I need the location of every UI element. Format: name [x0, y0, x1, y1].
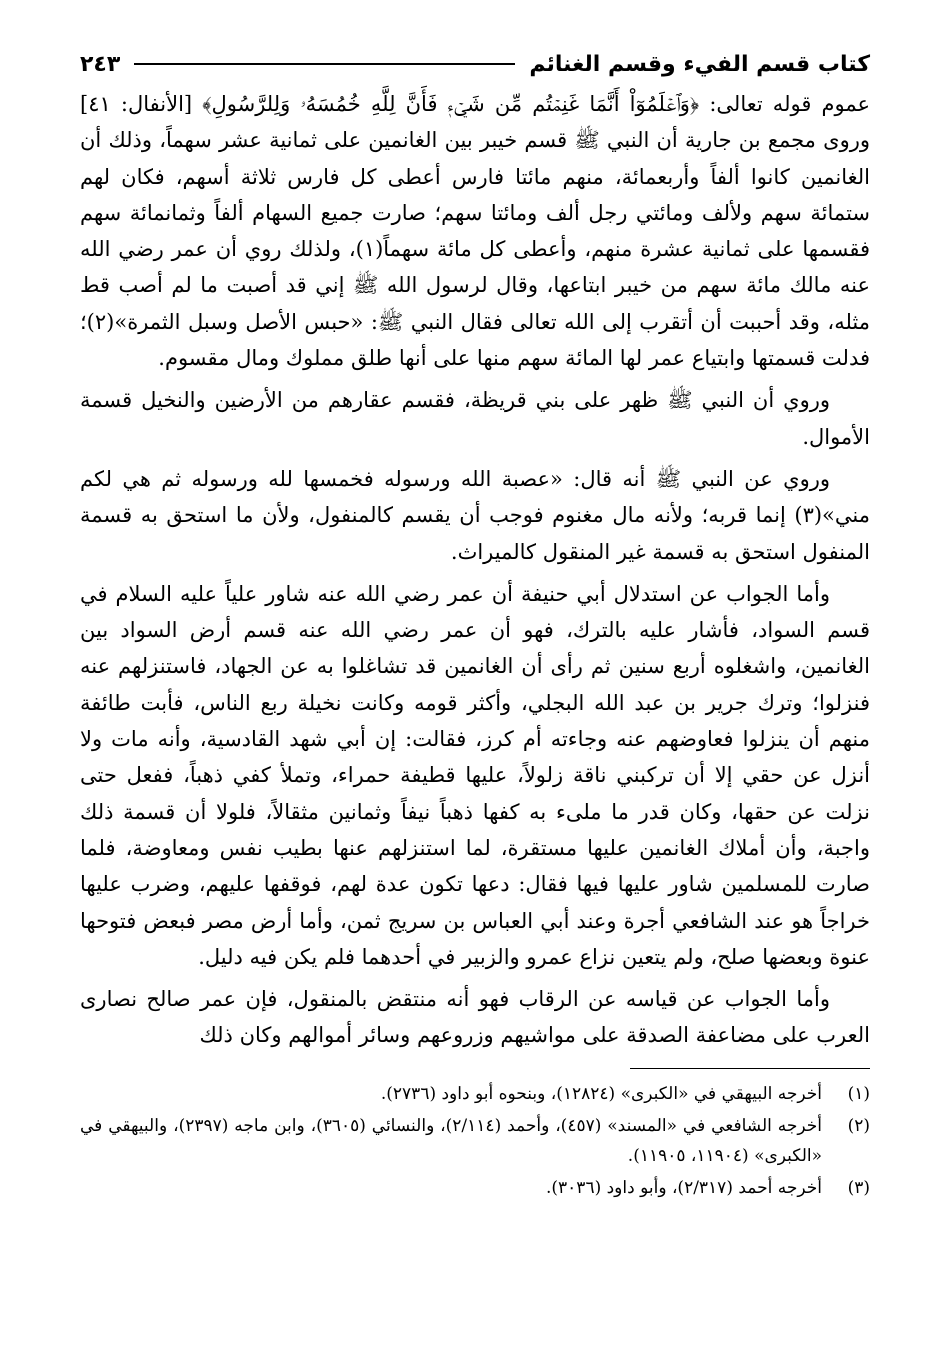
- chapter-title: كتاب قسم الفيء وقسم الغنائم: [529, 51, 870, 77]
- footnote-text: أخرجه البيهقي في «الكبرى» (١٢٨٢٤)، وبنحوه أبو داود (٢٧٣٦).: [380, 1083, 822, 1104]
- paragraph: وروي عن النبي ﷺ أنه قال: «عصبة الله ورسوله فخمسها لله ورسوله ثم هي لكم مني»(٣) إنما قربه؛ ولأنه مال مغنوم فوجب أن يقسم كالمنفول، ولأن ما استحق به قسمة المنفول استحق به قسمة غير المنقول كالميراث.: [80, 466, 870, 564]
- footnote-text: أخرجه الشافعي في «المسند» (٤٥٧)، وأحمد (٢/١١٤)، والنسائي (٣٦٠٥)، وابن ماجه (٢٣٩٧)، والبيهقي في «الكبرى» (١١٩٠٤، ١١٩٠٥).: [80, 1115, 822, 1166]
- footnote-number: (٣): [847, 1177, 870, 1198]
- main-text: [80, 86, 870, 1054]
- footnote: [80, 1079, 870, 1109]
- footnote-number: (٢): [847, 1115, 870, 1136]
- header-rule: [134, 63, 515, 65]
- footnote: [80, 1173, 870, 1203]
- paragraph: وأما الجواب عن قياسه عن الرقاب فهو أنه منتقض بالمنقول، فإن عمر صالح نصارى العرب على مضاعفة الصدقة على مواشيهم وزروعهم وسائر أموالهم وكان ذلك: [80, 987, 870, 1048]
- footnote-text: أخرجه أحمد (٢/٣١٧)، وأبو داود (٣٠٣٦).: [546, 1177, 822, 1198]
- footnotes: [80, 1079, 870, 1203]
- paragraph: وأما الجواب عن استدلال أبي حنيفة أن عمر رضي الله عنه شاور علياً عليه السلام في قسم السواد، فأشار عليه بالترك، فهو أن عمر رضي الله عنه قسم أرض السواد بين الغانمين، واشغلوه أربع سنين ثم رأى أن الغانمين قد تشاغلوا به عن الجهاد، فاستنزلهم عنه فنزلوا؛ وترك جرير بن عبد الله البجلي، وأكثر قومه وكانت نخيلة ربع الناس، فأبت طائفة منهم أن ينزلوا فعاوضهم عنه وجاءته أم كرز، فقالت: إن أبي شهد القادسية، وأنه مات ولا أنزل عن حقي إلا أن تركبني ناقة زلولاً، عليها قطيفة حمراء، وتملأ كفي ذهباً، ففعل حتى نزلت عن حقها، وكان قدر ما ملىء به كفها ذهباً نيفاً وثمانين مثقالاً، فلولا أن قسمة ذلك واجبة، وأن أملاك الغانمين عليها مستقرة، لما استنزلهم عنها بطيب نفس ومعاوضة، فلما صارت للمسلمين شاور عليها فيها فقال: دعها تكون عدة لهم، فوقفها عليهم، وضرب عليها خراجاً هو عند الشافعي أجرة وعند أبي العباس بن سريج ثمن، وأما أرض مصر فبعض فتوحها عنوة وبعضها صلح، ولم يتعين نزاع عمرو والزبير في أحدهما فلم يكن فيه دليل.: [80, 581, 870, 969]
- footnote: [80, 1111, 870, 1171]
- paragraph: عموم قوله تعالى: ﴿وَٱعۡلَمُوٓاْ أَنَّمَا غَنِمۡتُم مِّن شَيۡءٖ فَأَنَّ لِلَّهِ خُمُسَهُۥ وَلِلرَّسُولِ﴾ [الأنفال: ٤١] وروى مجمع بن جارية أن النبي ﷺ قسم خيبر بين الغانمين على ثمانية عشر سهماً، وذلك أن الغانمين كانوا ألفاً وأربعمائة، منهم مائتا فارس أعطى كل فارس ثلاثة أسهم، فكان لهم ستمائة سهم ولألف ومائتي رجل ألف ومائتا سهم؛ صارت جميع السهام ألفاً وثمانمائة سهم فقسمها على ثمانية عشرة منهم، وأعطى كل مائة سهماً(١)، ولذلك روي أن عمر رضي الله عنه مالك مائة سهم من خيبر ابتاعها، وقال لرسول الله ﷺ إني قد أصبت ما لم أصب قط مثله، وقد أحببت أن أتقرب إلى الله تعالى فقال النبي ﷺ: «حبس الأصل وسبل الثمرة»(٢)؛ فدلت قسمتها وابتياع عمر لها المائة سهم منها على أنها طلق مملوك ومال مقسوم.: [80, 92, 870, 371]
- page-number: ٢٤٣: [80, 51, 121, 77]
- footnote-number: (١): [847, 1083, 870, 1104]
- paragraph: وروي أن النبي ﷺ ظهر على بني قريظة، فقسم عقارهم من الأرضين والنخيل قسمة الأموال.: [80, 388, 870, 449]
- book-page: [80, 42, 870, 1205]
- running-header: [80, 42, 870, 86]
- footnote-separator: [630, 1068, 870, 1069]
